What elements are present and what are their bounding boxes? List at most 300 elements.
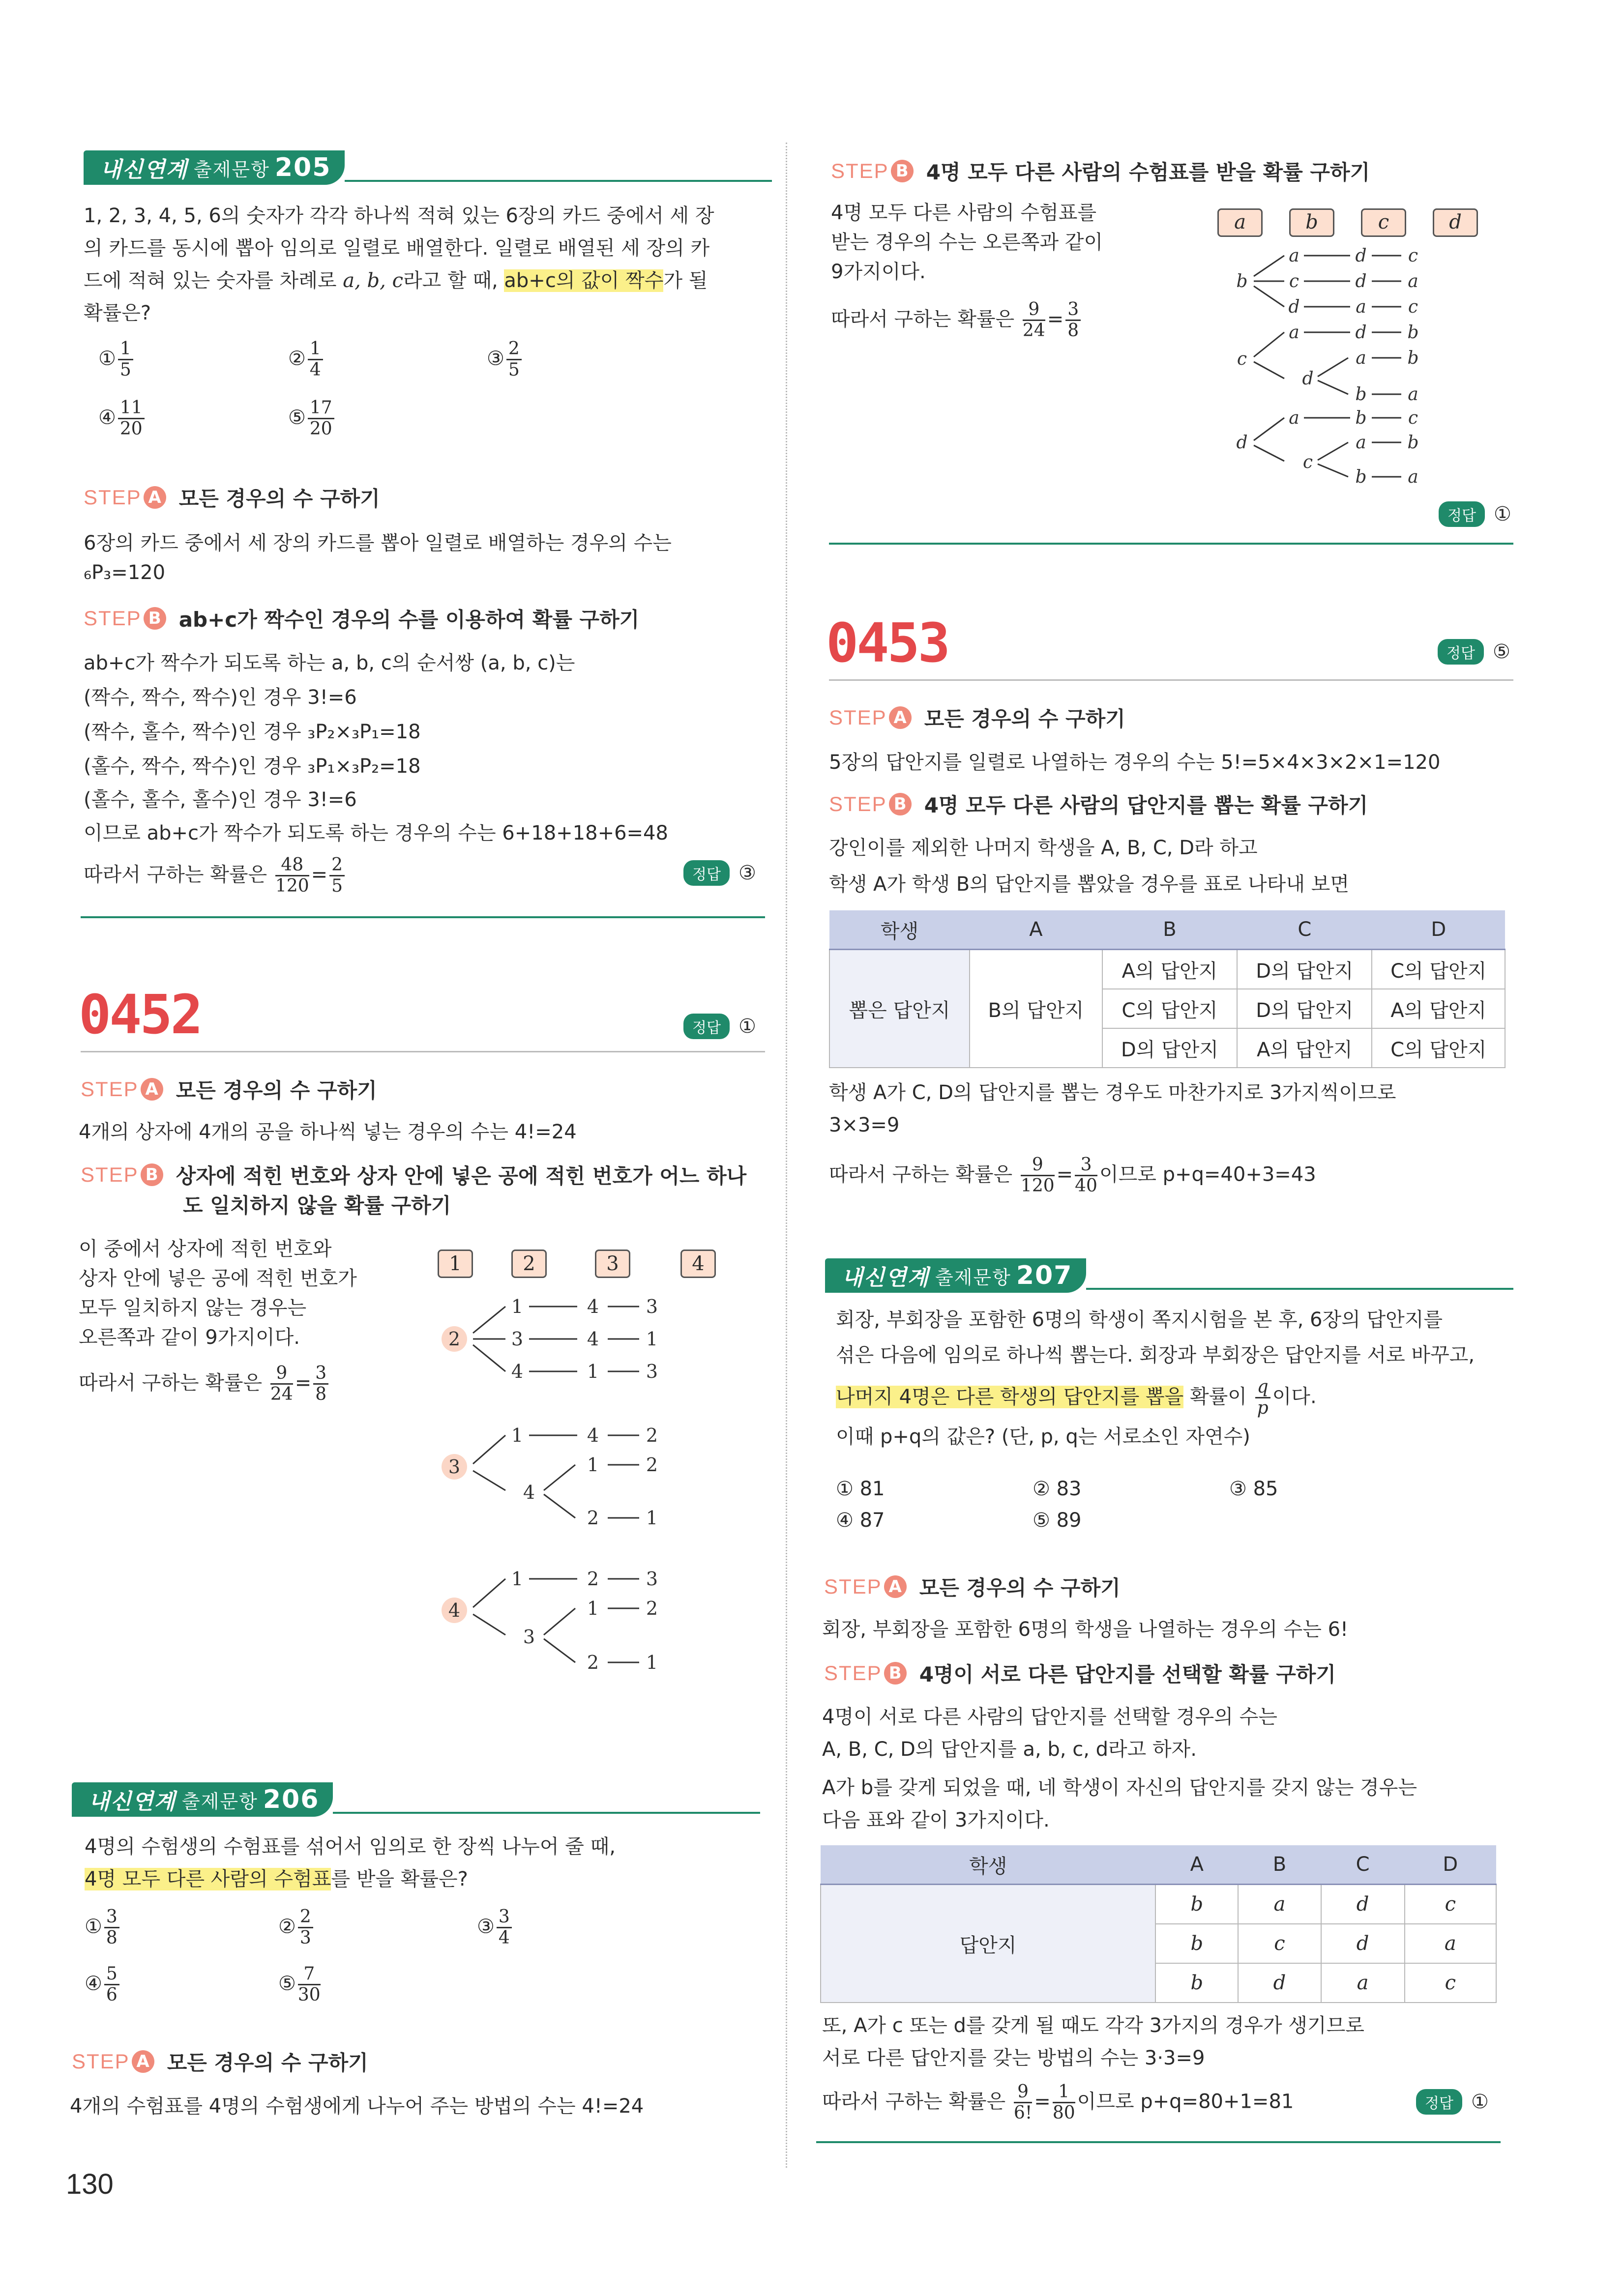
tree-node: 1 [587, 1598, 599, 1619]
tree-node: a [1289, 246, 1299, 266]
box-label: 4 [680, 1250, 716, 1278]
numerator: 17 [308, 398, 334, 419]
tree-node: a [1356, 433, 1366, 453]
tree-lines [473, 1307, 639, 1662]
problem-number-0452: 0452 [79, 983, 201, 1046]
tree-node: d [1288, 297, 1300, 317]
step-title: 상자에 적힌 번호와 상자 안에 넣은 공에 적힌 번호가 어느 하나 [176, 1164, 747, 1188]
tree-root: d [1236, 433, 1248, 453]
tree-node: d [1355, 322, 1367, 343]
step-word: STEP [84, 607, 142, 630]
tree-node: a [1356, 297, 1366, 317]
tree-node: 1 [646, 1328, 658, 1350]
s205b-l7: 따라서 구하는 확률은 $\frac{48}{120}$ = $\frac{2}{5}$ [84, 855, 347, 896]
step-b-heading [84, 604, 639, 633]
step-letter: A [141, 1078, 163, 1101]
tree-node: d [1355, 271, 1367, 291]
fraction [298, 1964, 321, 2005]
denominator: 8 [315, 1384, 327, 1404]
table-row [829, 950, 1505, 989]
numerator: 9 [270, 1364, 293, 1385]
table-cell: c [1405, 1885, 1496, 1924]
q207-line3 [836, 1377, 1317, 1418]
table-cell: b [1155, 1924, 1238, 1963]
fraction [1075, 1155, 1097, 1196]
step-title: 모든 경우의 수 구하기 [167, 2051, 368, 2075]
choice-2 [278, 1907, 315, 1948]
tree-node: a [1289, 322, 1299, 343]
box-label: d [1433, 208, 1478, 237]
numerator: 9 [1023, 300, 1045, 321]
numerator: 3 [1065, 300, 1081, 321]
numerator: 5 [104, 1964, 119, 1985]
result-text: 따라서 구하는 확률은 [822, 2090, 1006, 2113]
fraction [308, 398, 334, 439]
table-cell: A의 답안지 [1372, 989, 1505, 1028]
table-cell: b [1155, 1963, 1238, 2003]
step-letter: B [141, 1163, 163, 1186]
tree-node: b [1355, 408, 1367, 428]
step-letter: A [132, 2050, 154, 2073]
fraction [313, 1364, 328, 1404]
s207b-l2: A, B, C, D의 답안지를 a, b, c, d라고 하자. [822, 1738, 1197, 1761]
table-cell: A의 답안지 [1237, 1028, 1372, 1068]
answer-0453 [1438, 639, 1510, 665]
box-label: c [1361, 208, 1406, 237]
numerator: 3 [1075, 1155, 1097, 1176]
table-cell: d [1321, 1924, 1405, 1963]
answer-pill: 정답 [683, 1014, 730, 1039]
s207a-l1: 회장, 부회장을 포함한 6명의 학생을 나열하는 경우의 수는 6! [822, 1618, 1349, 1641]
denominator: 24 [270, 1384, 293, 1404]
denominator: 120 [275, 876, 309, 896]
badge-prefix: 내신연계 [89, 1789, 177, 1814]
denominator: 6 [106, 1985, 118, 2005]
denominator: 4 [498, 1928, 510, 1948]
fraction [118, 398, 145, 439]
fraction [497, 1907, 512, 1948]
choice-5 [278, 1964, 323, 2005]
tree-node: c [1408, 246, 1418, 266]
q207-line4: 이때 p+q의 값은? (단, p, q는 서로소인 자연수) [836, 1425, 1250, 1448]
fraction [275, 855, 309, 896]
fraction [1065, 300, 1081, 341]
badge [72, 1782, 333, 1817]
tree-root: 2 [448, 1328, 461, 1350]
table-cell: c [1405, 1963, 1496, 2003]
tree-node: 1 [511, 1568, 524, 1590]
fraction [506, 339, 522, 380]
result-text: 따라서 구하는 확률은 [84, 863, 267, 886]
choice-mark: ① [85, 1915, 102, 1938]
badge-label: 출제문항 [935, 1266, 1011, 1288]
table-cell: a [1321, 1963, 1405, 2003]
s205b-l6: 이므로 ab+c가 짝수가 되도록 하는 경우의 수는 6+18+18+6=48 [84, 822, 668, 844]
q207-line2: 섞은 다음에 임의로 하나씩 뽑는다. 회장과 부회장은 답안지를 서로 바꾸고, [836, 1344, 1475, 1366]
tree-node: 3 [523, 1626, 535, 1648]
numerator: 48 [275, 855, 309, 876]
tree-node: b [1407, 322, 1419, 343]
s452-l3: 모두 일치하지 않는 경우는 [79, 1297, 307, 1319]
badge-label: 출제문항 [182, 1790, 258, 1812]
q207-line1: 회장, 부회장을 포함한 6명의 학생이 쪽지시험을 본 후, 6장의 답안지를 [836, 1308, 1443, 1331]
tree-node: d [1302, 369, 1314, 389]
answer-value: ① [1471, 2091, 1489, 2113]
answer-value: ① [738, 1015, 756, 1038]
q205-line3 [84, 264, 708, 297]
tree-node: a [1289, 408, 1299, 428]
tree-diagram-0452 [433, 1278, 747, 1681]
denominator: 3 [299, 1928, 311, 1948]
table-header-cell: C [1321, 1845, 1405, 1885]
table-cell: d [1321, 1885, 1405, 1924]
step-title: 4명 모두 다른 사람의 답안지를 뽑는 확률 구하기 [924, 793, 1368, 817]
tree-node: c [1289, 271, 1299, 291]
step-a-heading [829, 703, 1125, 732]
q205-text: 라고 할 때, [403, 269, 504, 292]
step-title: 모든 경우의 수 구하기 [924, 707, 1125, 731]
choice-mark: ⑤ [288, 406, 306, 429]
s206b-l3: 9가지이다. [831, 261, 926, 283]
badge-number: 205 [274, 153, 331, 182]
step-title: ab+c가 짝수인 경우의 수를 이용하여 확률 구하기 [178, 608, 640, 632]
step-word: STEP [824, 1575, 882, 1598]
numerator: q [1255, 1377, 1270, 1398]
q206-text: 를 받을 확률은? [331, 1868, 468, 1890]
answer-pill: 정답 [1416, 2089, 1462, 2115]
s207b-l3: A가 b를 갖게 되었을 때, 네 학생이 자신의 답안지를 갖지 않는 경우는 [822, 1776, 1417, 1799]
s452-l4: 오른쪽과 같이 9가지이다. [79, 1326, 300, 1349]
tree-node: 2 [646, 1598, 658, 1619]
s452-l1: 이 중에서 상자에 적힌 번호와 [79, 1238, 332, 1260]
fraction [104, 1964, 119, 2005]
denominator: 6! [1013, 2103, 1033, 2123]
table-header-cell: C [1237, 910, 1372, 950]
choice-5 [288, 398, 336, 439]
denominator: 5 [119, 360, 131, 380]
s453-after3: 따라서 구하는 확률은 $\frac{9}{120}$ = $\frac{3}{40}$ 이므로 p+q=40+3=43 [829, 1155, 1316, 1196]
q206-line2 [85, 1863, 468, 1895]
answer-205 [683, 860, 756, 886]
choice-mark: ③ [487, 347, 504, 370]
tree-node: c [1302, 452, 1313, 472]
tree-node: d [1355, 246, 1367, 266]
tree-root: 3 [448, 1456, 461, 1478]
divider [81, 916, 765, 918]
step-b-heading [824, 1658, 1336, 1688]
s205b-l2: (짝수, 짝수, 짝수)인 경우 3!=6 [84, 686, 357, 709]
divider [81, 1051, 765, 1052]
s207b-l1: 4명이 서로 다른 사람의 답안지를 선택할 경우의 수는 [822, 1706, 1277, 1728]
table-207 [820, 1845, 1497, 2003]
step-word: STEP [829, 706, 887, 729]
step-letter: A [889, 706, 912, 729]
choice-3 [487, 339, 524, 380]
tree-node: 1 [587, 1361, 599, 1382]
s207-after3: 따라서 구하는 확률은 $\frac{9}{6!}$ = $\frac{1}{80}$ 이므로 p+q=80+1=81 [822, 2082, 1294, 2123]
q207-choice-1: ① 81 [836, 1478, 885, 1500]
tree-node: b [1355, 467, 1367, 487]
denominator: 5 [508, 360, 520, 380]
row-label: 뽑은 답안지 [829, 950, 970, 1068]
fraction [1023, 300, 1045, 341]
numerator: 1 [118, 339, 133, 360]
answer-pill: 정답 [1439, 501, 1485, 527]
table-header-cell: 학생 [821, 1845, 1155, 1885]
numerator: 3 [104, 1907, 119, 1928]
tree-node: 3 [646, 1361, 658, 1382]
box-label: 3 [595, 1250, 630, 1278]
tree-node: a [1408, 467, 1418, 487]
step-title-cont: 도 일치하지 않을 확률 구하기 [183, 1193, 451, 1218]
numerator: 11 [118, 398, 145, 419]
box-label: 2 [511, 1250, 547, 1278]
numerator: 1 [308, 339, 323, 360]
choice-mark: ④ [98, 406, 116, 429]
fraction [1014, 2082, 1032, 2123]
q205-highlight: ab+c의 값이 짝수 [504, 269, 664, 292]
table-header-cell: 학생 [829, 910, 970, 950]
tree-node: 3 [511, 1328, 524, 1350]
table-header-row [821, 1845, 1496, 1885]
answer-0452 [683, 1014, 756, 1039]
q205-text: 드에 적혀 있는 숫자를 차례로 [84, 269, 343, 292]
choice-4 [85, 1964, 121, 2005]
tree-node: c [1408, 297, 1418, 317]
s207-after2: 서로 다른 답안지를 갖는 방법의 수는 3·3=9 [822, 2047, 1205, 2069]
step-a-heading [72, 2047, 368, 2076]
table-header-cell: A [1155, 1845, 1238, 1885]
numerator: 2 [329, 855, 345, 876]
step-b-heading [81, 1160, 746, 1190]
table-0453 [829, 910, 1506, 1068]
denominator: 8 [106, 1928, 118, 1948]
page-number: 130 [66, 2168, 114, 2200]
badge-label: 출제문항 [194, 158, 270, 180]
problem-206-banner [72, 1782, 760, 1817]
q205-line1: 1, 2, 3, 4, 5, 6의 숫자가 각각 하나씩 적혀 있는 6장의 카드 중에서 세 장 [84, 204, 714, 227]
table-header-cell: A [970, 910, 1102, 950]
step-title: 모든 경우의 수 구하기 [919, 1576, 1121, 1600]
q207-text: 확률이 [1183, 1385, 1247, 1408]
step-title: 4명이 서로 다른 답안지를 선택할 확률 구하기 [919, 1662, 1336, 1686]
step-b-heading [829, 789, 1368, 819]
fraction [1255, 1377, 1270, 1418]
s206b-l1: 4명 모두 다른 사람의 수험표를 [831, 202, 1096, 224]
numerator: 7 [298, 1964, 321, 1985]
numerator: 2 [506, 339, 522, 360]
box-label: b [1289, 208, 1334, 237]
tree-node: 1 [646, 1507, 658, 1529]
tree-node: 2 [587, 1507, 599, 1529]
q207-choice-2: ② 83 [1033, 1478, 1082, 1500]
tree-diagram-206 [1224, 241, 1490, 487]
q205-text: 가 될 [663, 269, 708, 292]
box-label: a [1217, 208, 1263, 237]
problem-number-0453: 0453 [826, 611, 948, 674]
denominator: 24 [1022, 320, 1045, 341]
choice-4 [98, 398, 147, 439]
step-letter: B [884, 1662, 907, 1685]
s453-after2: 3×3=9 [829, 1114, 900, 1136]
tree-node: 4 [587, 1328, 599, 1350]
table-cell: D의 답안지 [1237, 989, 1372, 1028]
table-cell: a [1238, 1885, 1321, 1924]
tree-root: c [1237, 349, 1247, 369]
table-cell: A의 답안지 [1102, 950, 1237, 989]
denominator: 40 [1075, 1176, 1097, 1196]
step-a-heading [84, 483, 380, 512]
fraction [118, 339, 133, 380]
fraction [329, 855, 345, 896]
banner-line [345, 180, 772, 182]
table-cell: c [1238, 1924, 1321, 1963]
tree-labels [448, 1296, 658, 1673]
table-header-cell: B [1102, 910, 1237, 950]
choice-mark: ③ [477, 1915, 495, 1938]
step-word: STEP [81, 1077, 139, 1101]
problem-207-banner [825, 1258, 1513, 1293]
denominator: 80 [1052, 2103, 1075, 2123]
tree-node: 4 [587, 1296, 599, 1317]
step-word: STEP [81, 1163, 139, 1186]
denominator: 20 [119, 419, 143, 439]
table-cell: a [1405, 1924, 1496, 1963]
choice-3 [477, 1907, 514, 1948]
tree-node: 3 [646, 1296, 658, 1317]
denominator: 5 [331, 876, 343, 896]
s205b-l1: ab+c가 짝수가 되도록 하는 a, b, c의 순서쌍 (a, b, c)는 [84, 652, 575, 674]
choice-mark: ② [288, 347, 306, 370]
divider [829, 679, 1513, 681]
s205a-l2: ₆P₃=120 [84, 561, 166, 584]
step-letter: A [884, 1575, 907, 1598]
step-word: STEP [831, 159, 889, 182]
tree-node: a [1408, 271, 1418, 291]
column-divider [786, 143, 787, 2168]
badge-number: 206 [263, 1785, 320, 1814]
tree-node: 1 [646, 1652, 658, 1673]
badge [84, 150, 345, 185]
choice-1 [98, 339, 135, 380]
table-row [821, 1885, 1496, 1924]
result-text: 이므로 p+q=40+3=43 [1099, 1163, 1316, 1186]
badge-prefix: 내신연계 [842, 1265, 930, 1290]
step-title: 4명 모두 다른 사람의 수험표를 받을 확률 구하기 [926, 160, 1370, 184]
table-cell: D의 답안지 [1102, 1028, 1237, 1068]
tree-node: c [1408, 408, 1418, 428]
row-label: 답안지 [821, 1885, 1155, 2003]
numerator: 3 [313, 1364, 328, 1385]
step-title: 모든 경우의 수 구하기 [178, 487, 380, 511]
s453a-l1: 5장의 답안지를 일렬로 나열하는 경우의 수는 5!=5×4×3×2×1=120 [829, 751, 1441, 774]
table-cell: b [1155, 1885, 1238, 1924]
answer-value: ① [1493, 503, 1511, 525]
result-text: 따라서 구하는 확률은 [79, 1371, 263, 1395]
q207-highlight: 나머지 4명은 다른 학생의 답안지를 뽑을 [836, 1385, 1184, 1408]
denominator: p [1257, 1398, 1269, 1418]
banner-line [333, 1812, 760, 1814]
choice-mark: ④ [85, 1972, 102, 1995]
denominator: 20 [309, 419, 332, 439]
fraction [1053, 2082, 1075, 2123]
choice-mark: ② [278, 1915, 296, 1938]
step-letter: B [144, 607, 166, 630]
tree-node: 1 [511, 1296, 524, 1317]
table-header-cell: B [1238, 1845, 1321, 1885]
numerator: 2 [298, 1907, 313, 1928]
step-title: 모든 경우의 수 구하기 [176, 1078, 377, 1103]
q207-text: 이다. [1272, 1385, 1317, 1408]
result-text: 이므로 p+q=80+1=81 [1077, 2090, 1294, 2113]
answer-value: ⑤ [1492, 640, 1510, 663]
table-cell: C의 답안지 [1372, 1028, 1505, 1068]
tree-node: a [1408, 384, 1418, 405]
denominator: 4 [309, 360, 321, 380]
tree-root: 4 [448, 1599, 461, 1621]
numerator: 9 [1021, 1155, 1055, 1176]
s452-l2: 상자 안에 넣은 공에 적힌 번호가 [79, 1267, 357, 1290]
step-word: STEP [84, 486, 142, 509]
choice-1 [85, 1907, 121, 1948]
answer-value: ③ [738, 862, 756, 884]
tree-lines [1254, 256, 1401, 477]
badge [825, 1258, 1086, 1293]
s453b-l2: 학생 A가 학생 B의 답안지를 뽑았을 경우를 표로 나타내 보면 [829, 873, 1349, 896]
result-text: 따라서 구하는 확률은 [831, 308, 1015, 331]
denominator: 30 [297, 1985, 321, 2005]
q206-line1: 4명의 수험생의 수험표를 섞어서 임의로 한 장씩 나누어 줄 때, [85, 1835, 616, 1858]
badge-prefix: 내신연계 [100, 157, 188, 182]
tree-node: 4 [523, 1482, 535, 1503]
step-a-heading [81, 1075, 377, 1104]
tree-node: b [1355, 384, 1367, 405]
numerator: 3 [497, 1907, 512, 1928]
table-cell: D의 답안지 [1237, 950, 1372, 989]
step-a-heading [824, 1572, 1121, 1601]
s453b-l1: 강인이를 제외한 나머지 학생을 A, B, C, D라 하고 [829, 837, 1258, 859]
s453-after1: 학생 A가 C, D의 답안지를 뽑는 경우도 마찬가지로 3가지씩이므로 [829, 1081, 1396, 1104]
tree-node: 2 [587, 1568, 599, 1590]
step-b-heading [831, 156, 1370, 186]
step-letter: B [891, 160, 914, 182]
box-label: 1 [438, 1250, 473, 1278]
banner-line [1086, 1288, 1513, 1290]
table-cell: C의 답안지 [1102, 989, 1237, 1028]
s206b-l4: 따라서 구하는 확률은 $\frac{9}{24}$ = $\frac{3}{8}$ [831, 300, 1083, 341]
s205b-l3: (짝수, 홀수, 짝수)인 경우 ₃P₂×₃P₁=18 [84, 721, 421, 743]
q205-vars: a, b, c [343, 269, 403, 292]
denominator: 8 [1067, 320, 1079, 341]
tree-root: b [1236, 271, 1248, 291]
numerator: 1 [1053, 2082, 1075, 2103]
s452-l5: 따라서 구하는 확률은 $\frac{9}{24}$ = $\frac{3}{8}$ [79, 1364, 330, 1404]
tree-node: 1 [511, 1424, 524, 1446]
q207-choice-5: ⑤ 89 [1033, 1509, 1082, 1532]
badge-number: 207 [1016, 1261, 1073, 1290]
q206-highlight: 4명 모두 다른 사람의 수험표 [85, 1868, 331, 1890]
answer-pill: 정답 [683, 860, 730, 886]
q207-choice-3: ③ 85 [1229, 1478, 1278, 1500]
denominator: 120 [1020, 1176, 1055, 1196]
s205b-l5: (홀수, 홀수, 홀수)인 경우 3!=6 [84, 788, 357, 811]
s207b-l4: 다음 표와 같이 3가지이다. [822, 1809, 1050, 1831]
tree-node: 2 [587, 1652, 599, 1673]
numerator: 9 [1014, 2082, 1032, 2103]
tree-node: 2 [646, 1454, 658, 1476]
q207-choice-4: ④ 87 [836, 1509, 885, 1532]
fraction [308, 339, 323, 380]
